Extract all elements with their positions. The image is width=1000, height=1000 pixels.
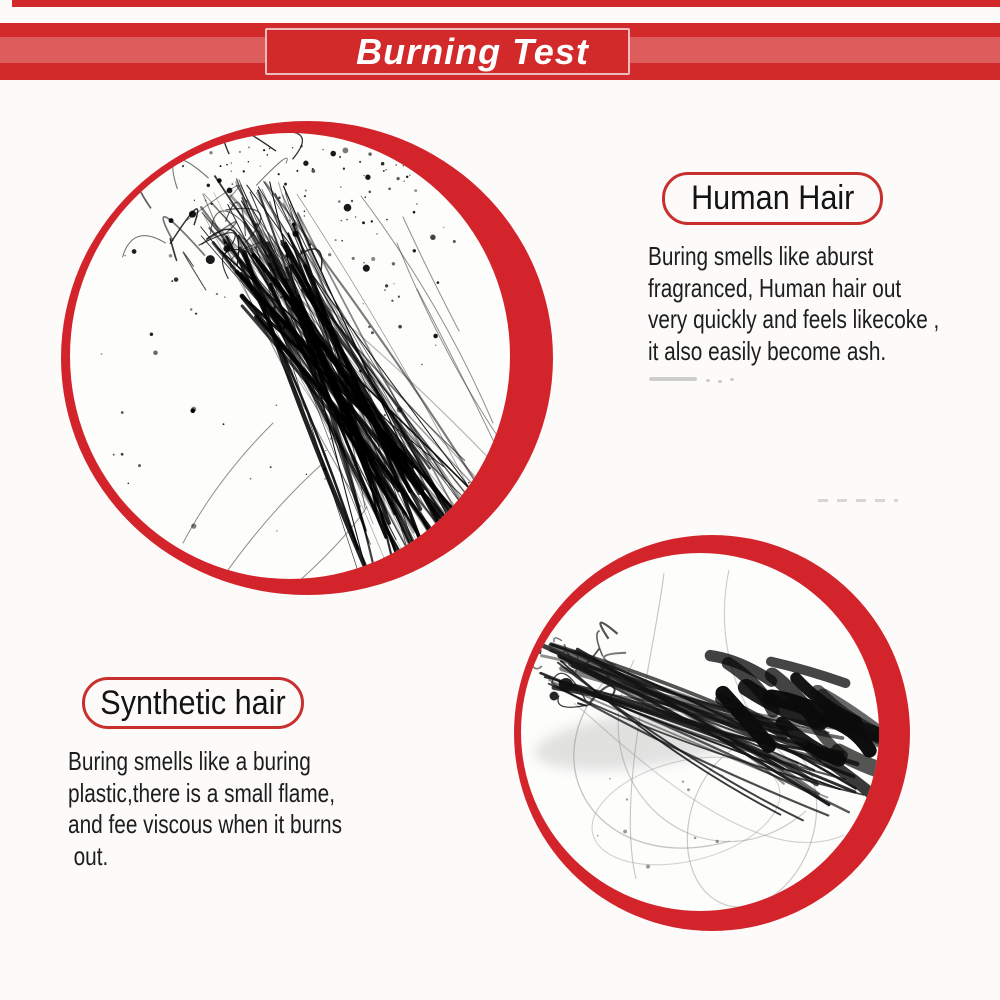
description-line: it also easily become ash. (648, 335, 887, 366)
human-hair-description (648, 241, 1000, 367)
description-line: and fee viscous when it burns (68, 809, 343, 840)
synthetic-hair-label: Synthetic hair (100, 683, 286, 722)
artifact-smudge-dash (649, 377, 697, 381)
top-accent-strip (12, 0, 1000, 7)
banner-title: Burning Test (356, 30, 589, 72)
synthetic-hair-label-badge (82, 677, 304, 729)
human-hair-photo (61, 121, 554, 595)
banner-title-box (265, 28, 630, 75)
artifact-smudge-dots (706, 379, 710, 382)
description-line: Buring smells like aburst (648, 241, 874, 271)
description-line: fragranced, Human hair out (648, 272, 902, 303)
synthetic-hair-photo (514, 535, 910, 931)
artifact-faint-dashes (818, 499, 898, 502)
human-hair-label-badge (662, 172, 883, 225)
synthetic-hair-description (68, 746, 411, 872)
description-line: Buring smells like a buring (68, 746, 311, 776)
description-line: very quickly and feels likecoke , (648, 304, 940, 335)
banner (0, 23, 1000, 80)
description-line: out. (73, 840, 109, 871)
human-hair-label: Human Hair (690, 179, 855, 217)
description-line: plastic,there is a small flame, (68, 777, 336, 808)
